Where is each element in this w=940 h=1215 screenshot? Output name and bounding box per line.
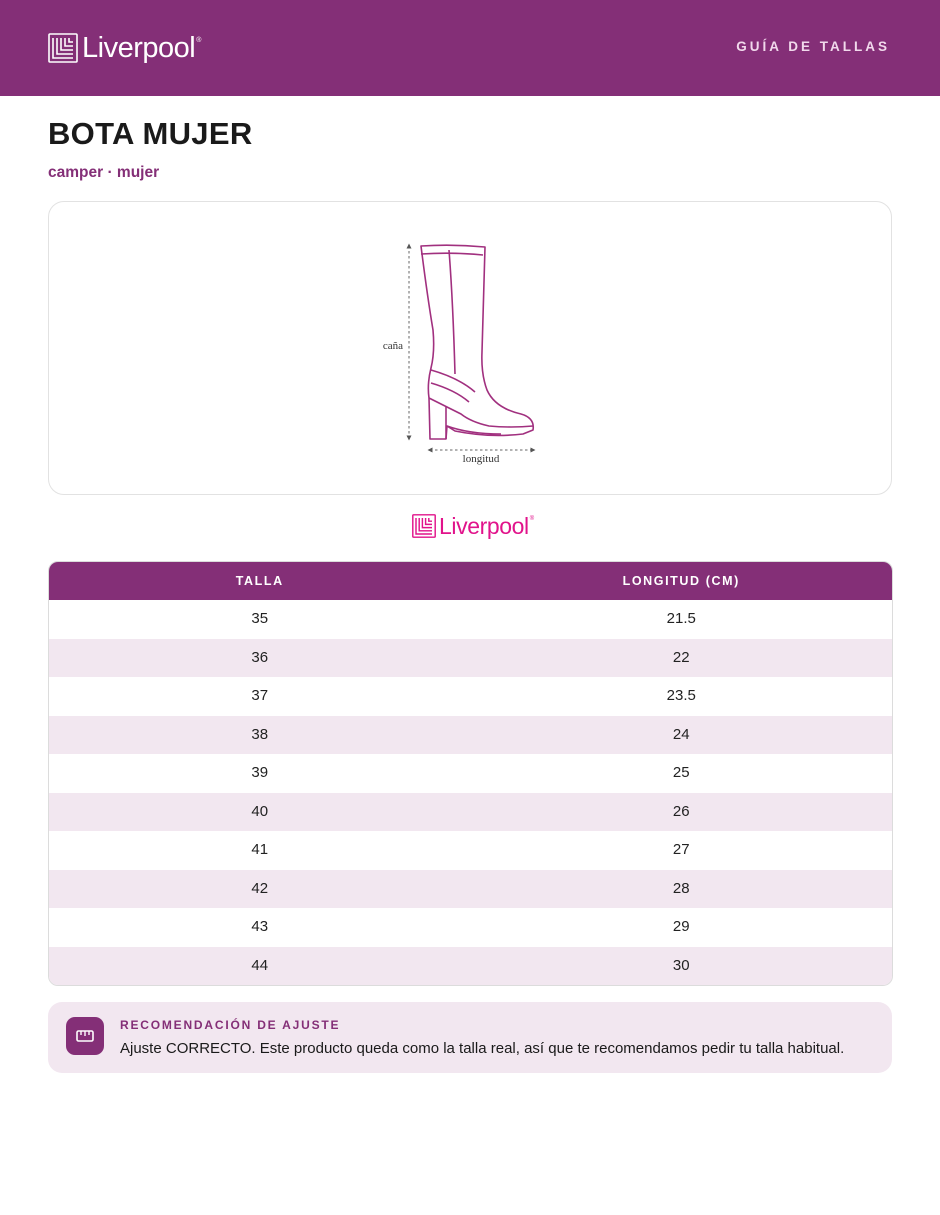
table-row: [49, 831, 892, 870]
table-row: [49, 716, 892, 755]
cell-longitud: 29: [672, 918, 690, 935]
table-row: [49, 908, 892, 947]
cell-longitud: 28: [672, 879, 690, 897]
size-table: [48, 561, 893, 986]
boot-diagram: [49, 202, 893, 496]
cell-longitud: 30: [672, 956, 690, 974]
brand-logo[interactable]: [48, 31, 201, 65]
brand-name: Liverpool: [82, 32, 196, 64]
registered-mark: ®: [196, 36, 202, 44]
table-row: [49, 677, 892, 716]
table-row: [49, 870, 892, 909]
cana-label: caña: [382, 340, 404, 352]
registered-mark: ®: [529, 516, 535, 522]
table-row: [49, 600, 892, 639]
product-subtitle: camper · mujer: [48, 164, 160, 181]
liverpool-logo-icon: [412, 514, 436, 538]
ruler-icon: [66, 1017, 104, 1055]
table-row: [49, 754, 892, 793]
table-row: [49, 639, 892, 678]
page-header: [0, 0, 940, 96]
cell-talla: 40: [251, 802, 269, 820]
column-header-longitud: LONGITUD (CM): [622, 574, 740, 588]
cell-talla: 38: [251, 725, 269, 743]
cell-longitud: 24: [672, 725, 690, 743]
cell-talla: 35: [251, 610, 269, 627]
cell-talla: 42: [251, 879, 269, 897]
table-row: [49, 793, 892, 832]
size-guide-link[interactable]: GUÍA DE TALLAS: [736, 39, 890, 54]
fit-recommendation-label: RECOMENDACIÓN DE AJUSTE: [120, 1018, 341, 1032]
brand-logo-secondary: [412, 512, 534, 540]
longitud-label: longitud: [462, 453, 500, 465]
boot-diagram-card: [48, 201, 892, 495]
cell-longitud: 27: [672, 841, 690, 858]
cell-talla: 37: [251, 687, 269, 704]
table-row: [49, 947, 892, 986]
column-header-talla: TALLA: [235, 574, 284, 588]
cell-talla: 41: [251, 841, 269, 858]
size-table-body: [49, 600, 892, 985]
cell-longitud: 22: [672, 648, 690, 666]
boot-outline: [421, 245, 533, 439]
brand-name-secondary: Liverpool: [439, 513, 529, 539]
size-table-header: [49, 562, 892, 600]
cell-longitud: 23.5: [666, 687, 696, 704]
cell-longitud: 26: [672, 802, 690, 820]
cell-talla: 43: [251, 918, 269, 935]
cell-longitud: 25: [672, 764, 690, 781]
cell-longitud: 21.5: [666, 610, 696, 627]
fit-recommendation-text: Ajuste CORRECTO. Este producto queda como la talla real, así que te recomendamos pedir tu talla habitual.: [120, 1040, 845, 1057]
cell-talla: 39: [251, 764, 269, 781]
cell-talla: 44: [251, 956, 269, 974]
fit-recommendation: [48, 1002, 892, 1073]
liverpool-logo-icon: [48, 33, 78, 63]
cell-talla: 36: [251, 648, 269, 666]
page-title: BOTA MUJER: [48, 116, 253, 151]
